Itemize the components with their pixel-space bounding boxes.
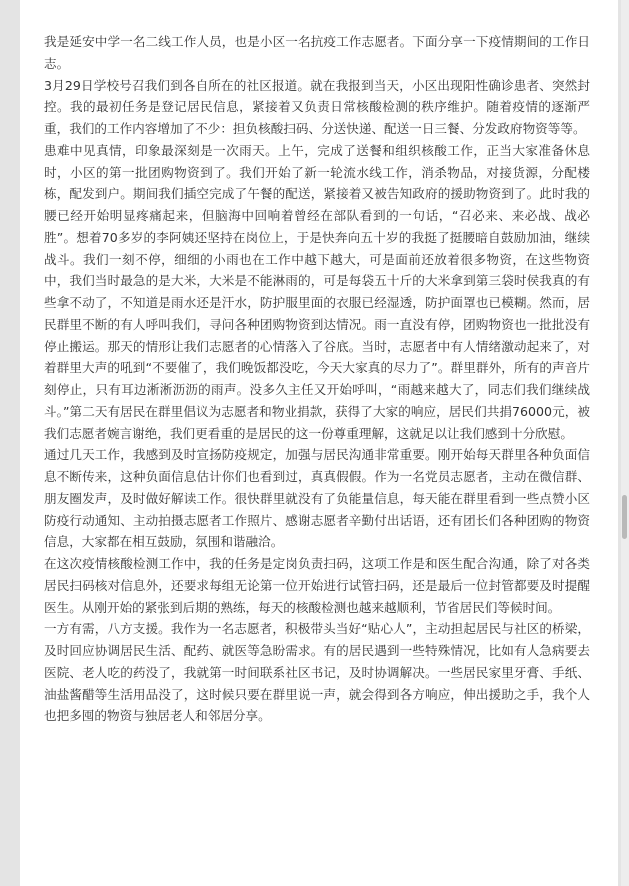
clipped-header-mark: [336, 0, 358, 4]
scrollbar-track[interactable]: [621, 0, 629, 886]
scrollbar-thumb[interactable]: [622, 495, 627, 539]
article-body: [44, 31, 590, 727]
paragraph-scanning: 在这次疫情核酸检测工作中，我的任务是定岗负责扫码，这项工作是和医生配合沟通，除了对各类居民扫码核对信息外，还要求每组无论第一位开始进行试管扫码，还是最后一位封管都要及时提醒医生。从刚开始的紧张到后期的熟练，每天的核酸检测也越来越顺利，节省居民们等候时间。: [44, 556, 590, 615]
top-edge: [20, 0, 618, 8]
paragraph-communication: 通过几天工作，我感到及时宣扬防疫规定，加强与居民沟通非常重要。刚开始每天群里各种负面信息不断传来，这种负面信息估计你们也看到过，真真假假。作为一名党员志愿者，主动在微信群、朋友圈发声，及时做好解读工作。很快群里就没有了负能量信息，每天能在群里看到一些点赞小区防疫行动通知、主动拍摄志愿者工作照片、感谢志愿者辛勤付出话语，还有团长们各种团购的物资信息，大家都在相互鼓励，氛围和谐融洽。: [44, 447, 590, 550]
paragraph-march-29: 3月29日学校号召我们到各自所在的社区报道。就在我报到当天，小区出现阳性确诊患者、突然封控。我的最初任务是登记居民信息，紧接着又负责日常核酸检测的秩序维护。随着疫情的逐渐严重，我们的工作内容增加了不少：担负核酸扫码、分送快递、配送一日三餐、分发政府物资等等。: [44, 77, 590, 136]
paragraph-support: 一方有需，八方支援。我作为一名志愿者，积极带头当好“贴心人”，主动担起居民与社区的桥梁，及时回应协调居民生活、配药、就医等急盼需求。有的居民遇到一些特殊情况，比如有人急病要去医院、老人吃的药没了，我就第一时间联系社区书记，及时协调解决。一些居民家里牙膏、手纸、油盐酱醋等生活用品没了，这时候只要在群里说一声，就会得到各方响应，伸出援助之手，我个人也把多囤的物资与独居老人和邻居分享。: [44, 621, 590, 724]
paragraph-rainy-day: 患难中见真情，印象最深刻是一次雨天。上午，完成了送餐和组织核酸工作，正当大家准备休息时，小区的第一批团购物资到了。我们开始了新一轮流水线工作，消杀物品，对接货源，分配楼栋，配发到户。期间我们插空完成了午餐的配送，紧接着又被告知政府的援助物资到了。此时我的腰已经开始明显疼痛起来，但脑海中回响着曾经在部队看到的一句话，“召必来、来必战、战必胜”。想着70多岁的李阿姨还坚持在岗位上，于是快奔向五十岁的我挺了挺腰暗自鼓励加油，继续战斗。我们一刻不停，细细的小雨也在工作中越下越大，可是面前还放着很多物资，在这些物资中，我们当时最急的是大米，大米是不能淋雨的，可是每袋五十斤的大米拿到第三袋时侯我真的有些拿不动了，不知道是雨水还是汗水，防护服里面的衣服已经湿透，防护面罩也已模糊。然而，居民群里不断的有人呼叫我们，寻问各种团购物资到达情况。雨一直没有停，团购物资也一批批没有停止搬运。那天的情形让我们志愿者的心情落入了谷底。当时，志愿者中有人情绪激动起来了，对着群里大声的吼到“不要催了，我们晚饭都没吃，今天大家真的尽力了”。群里群外，所有的声音片刻停止，只有耳边淅淅沥沥的雨声。没多久主任又开始呼叫，“雨越来越大了，同志们我们继续战斗。”第二天有居民在群里倡议为志愿者和物业捐款，获得了大家的响应，居民们共捐76000元，被我们志愿者婉言谢绝，我们更看重的是居民的这一份尊重理解，这就足以让我们感到十分欣慰。: [44, 142, 590, 441]
article-page: [20, 0, 618, 886]
paragraph-intro: 我是延安中学一名二线工作人员，也是小区一名抗疫工作志愿者。下面分享一下疫情期间的工作日志。: [44, 34, 590, 71]
